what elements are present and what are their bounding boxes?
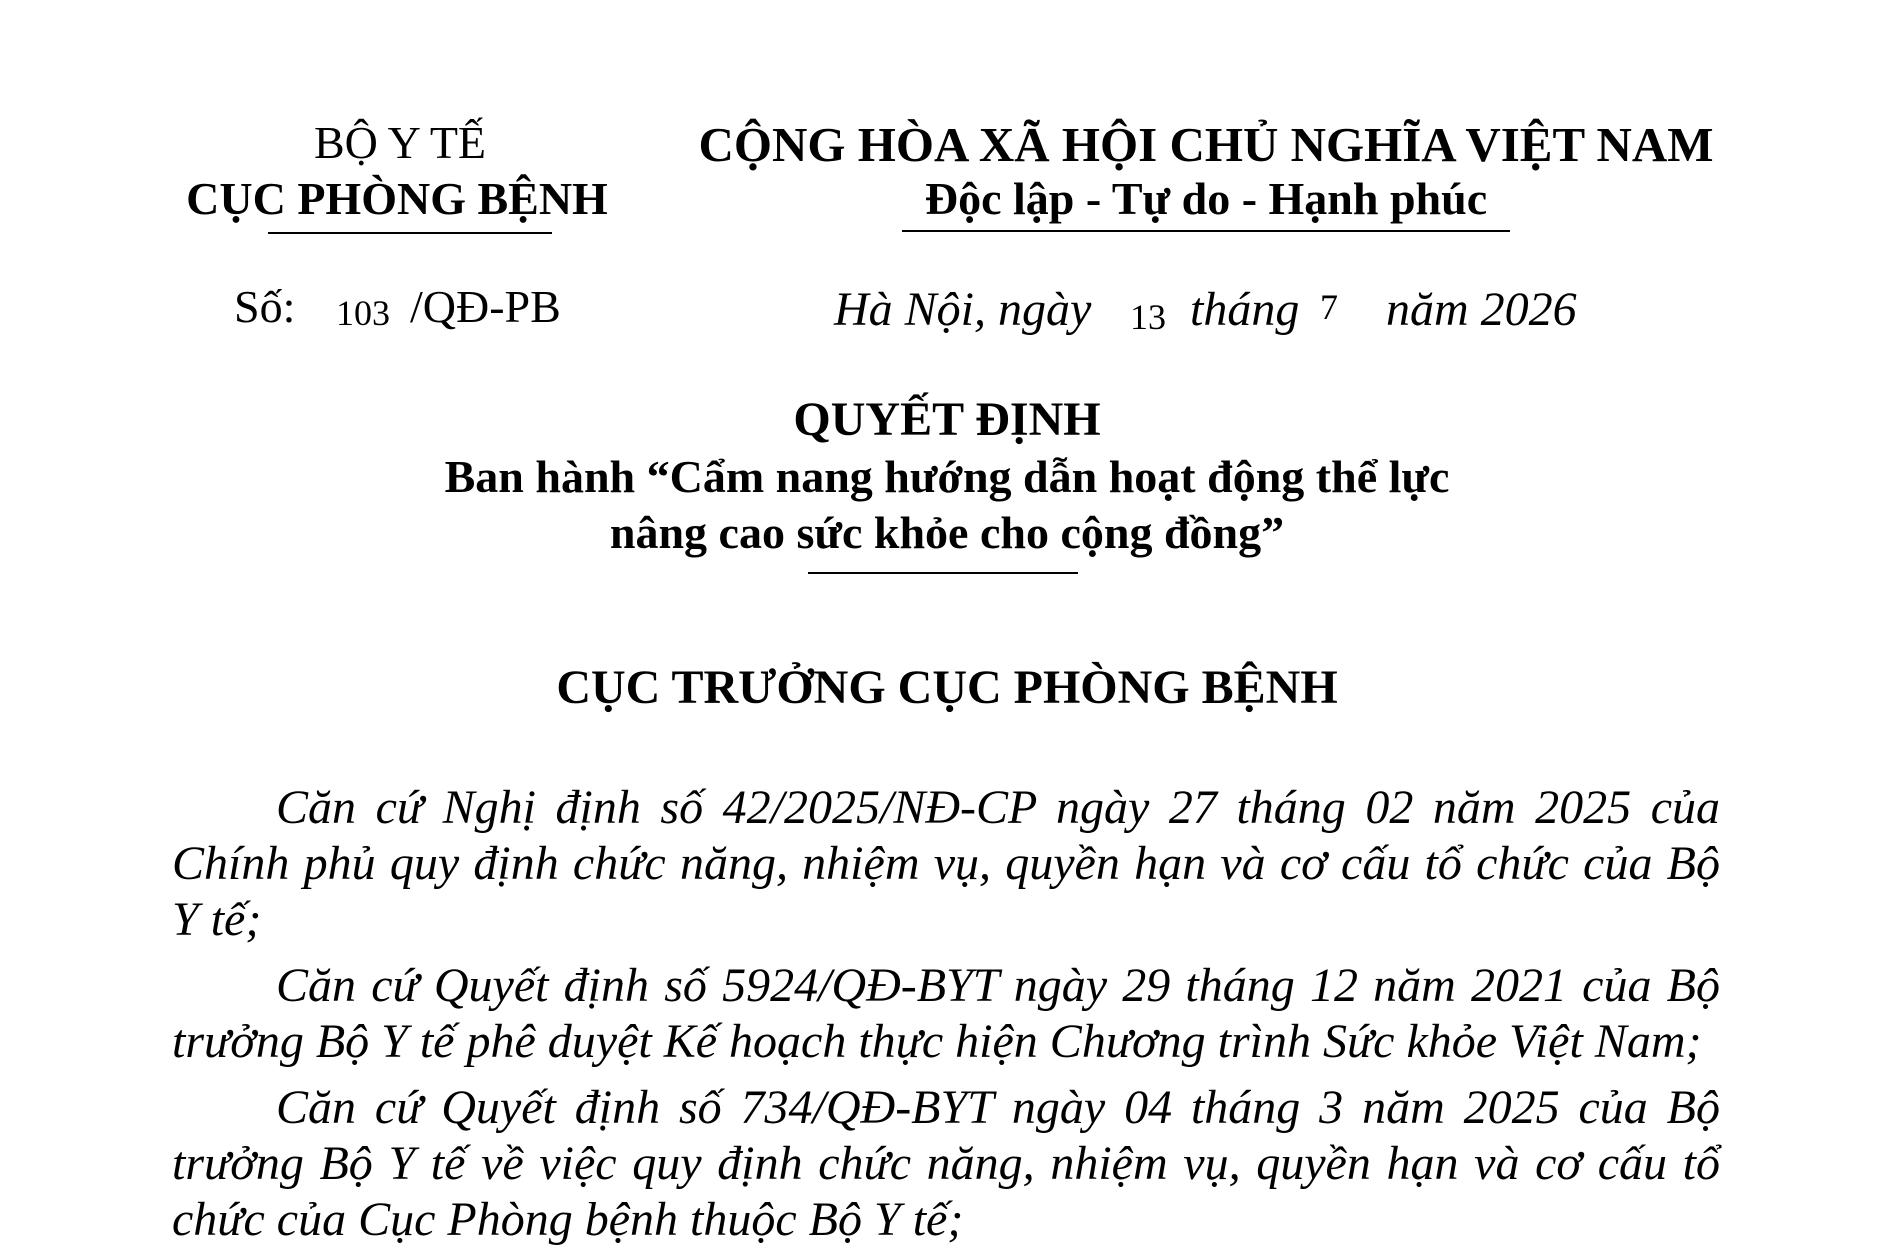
- date-day: 13: [1130, 297, 1166, 337]
- subject-line-1: Ban hành “Cẩm nang hướng dẫn hoạt động thể lực: [444, 451, 1450, 502]
- year-label: năm 2026: [1386, 283, 1577, 336]
- title-underline: [808, 572, 1078, 574]
- legal-bases: [172, 780, 1720, 1258]
- motto-underline: [902, 230, 1510, 232]
- document-type: QUYẾT ĐỊNH: [793, 393, 1101, 446]
- agency-underline: [268, 232, 552, 234]
- legal-basis-2: Căn cứ Quyết định số 5924/QĐ-BYT ngày 29 tháng 12 năm 2021 của Bộ trưởng Bộ Y tế phê duyệt Kế hoạch thực hiện Chương trình Sức khỏe Việt Nam;: [172, 959, 1720, 1068]
- national-title: CỘNG HÒA XÃ HỘI CHỦ NGHĨA VIỆT NAM: [698, 117, 1714, 172]
- date-month: 7: [1320, 287, 1338, 327]
- place-date-line: [834, 282, 1577, 337]
- document-number-label: Số:: [234, 281, 296, 332]
- parent-agency: BỘ Y TẾ: [313, 117, 487, 168]
- national-motto: Độc lập - Tự do - Hạnh phúc: [924, 173, 1488, 224]
- issuing-authority: CỤC TRƯỞNG CỤC PHÒNG BỆNH: [556, 661, 1338, 714]
- legal-basis-1: Căn cứ Nghị định số 42/2025/NĐ-CP ngày 27 tháng 02 năm 2025 của Chính phủ quy định chức năng, nhiệm vụ, quyền hạn và cơ cấu tổ chức của Bộ Y tế;: [172, 781, 1720, 946]
- subject-line-2: nâng cao sức khỏe cho cộng đồng”: [609, 507, 1285, 558]
- month-label: tháng: [1190, 283, 1300, 336]
- document-number-value: 103: [336, 293, 390, 333]
- agency-name: CỤC PHÒNG BỆNH: [186, 173, 608, 224]
- place-label: Hà Nội, ngày: [834, 283, 1092, 336]
- document-number-suffix: /QĐ-PB: [410, 281, 561, 332]
- legal-basis-3: Căn cứ Quyết định số 734/QĐ-BYT ngày 04 tháng 3 năm 2025 của Bộ trưởng Bộ Y tế về việc quy định chức năng, nhiệm vụ, quyền hạn và cơ cấu tổ chức của Cục Phòng bệnh thuộc Bộ Y tế;: [172, 1081, 1720, 1246]
